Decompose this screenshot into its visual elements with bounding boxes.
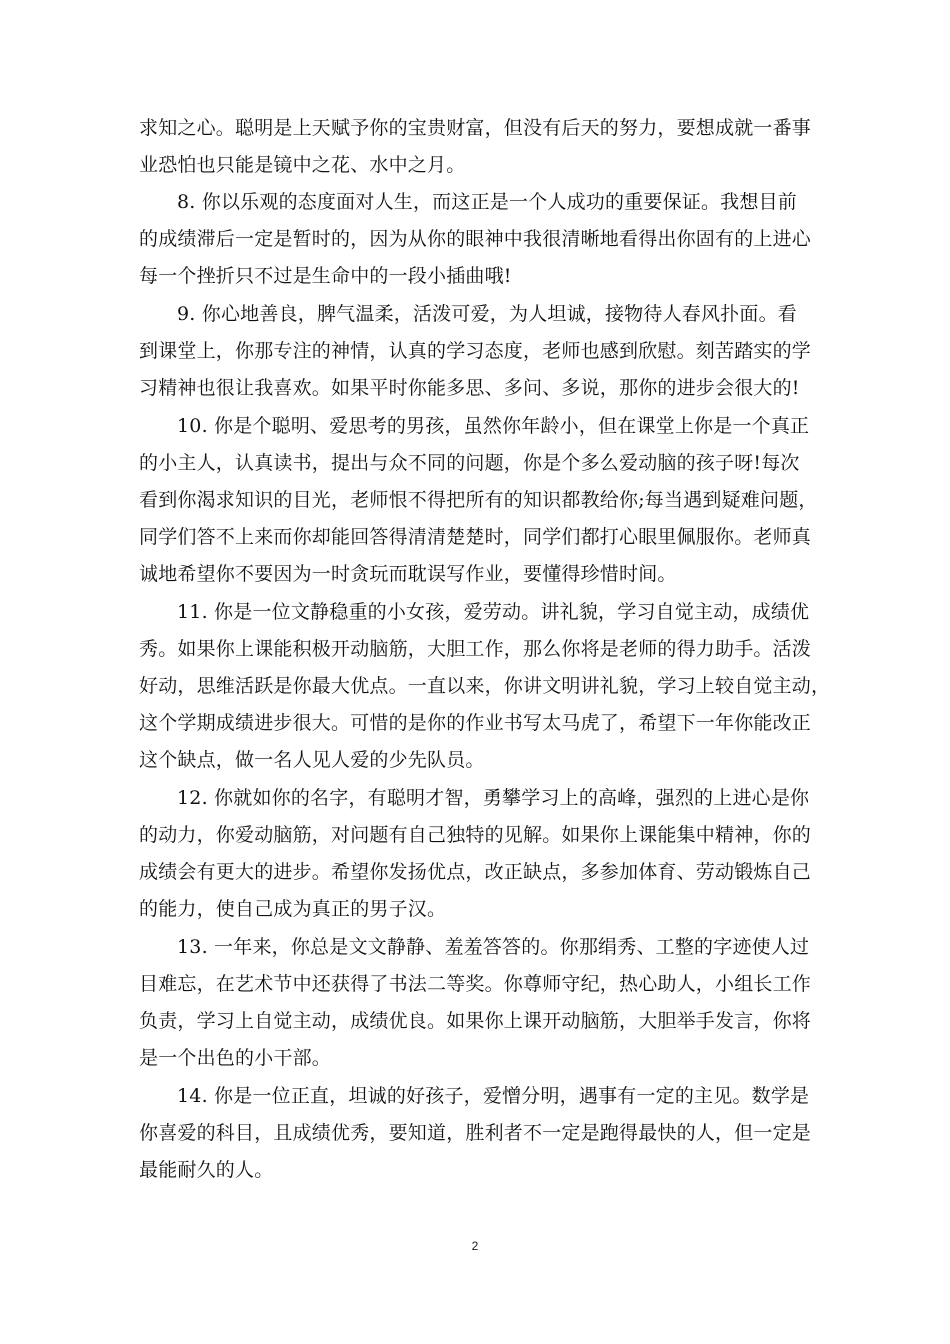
- text-line: 看到你渴求知识的目光，老师恨不得把所有的知识都教给你;每当遇到疑难问题，: [139, 489, 818, 511]
- paragraph-14-line: 14. 你是一位正直，坦诚的好孩子，爱憎分明，遇事有一定的主见。数学是: [177, 1085, 810, 1107]
- text-line: 业恐怕也只能是镜中之花、水中之月。: [139, 154, 466, 176]
- paragraph-13-line: 13. 一年来，你总是文文静静、羞羞答答的。你那绢秀、工整的字迹使人过: [177, 936, 810, 958]
- text-line: 习精神也很让我喜欢。如果平时你能多思、多问、多说，那你的进步会很大的!: [139, 377, 800, 399]
- text-line: 成绩会有更大的进步。希望你发扬优点，改正缺点，多参加体育、劳动锻炼自己: [139, 861, 812, 883]
- text-line: 到课堂上，你那专注的神情，认真的学习态度，老师也感到欣慰。刻苦踏实的学: [139, 340, 812, 362]
- text-line: 是一个出色的小干部。: [139, 1047, 332, 1069]
- text-line: 目难忘，在艺术节中还获得了书法二等奖。你尊师守纪，热心助人，小组长工作: [139, 973, 812, 995]
- text-line: 的成绩滞后一定是暂时的，因为从你的眼神中我很清晰地看得出你固有的上进心: [139, 228, 812, 250]
- paragraph-8-line: 8. 你以乐观的态度面对人生，而这正是一个人成功的重要保证。我想目前: [177, 191, 797, 213]
- text-line: 最能耐久的人。: [139, 1159, 274, 1181]
- paragraph-11-line: 11. 你是一位文静稳重的小女孩，爱劳动。讲礼貌，学习自觉主动，成绩优: [177, 601, 810, 623]
- text-line: 每一个挫折只不过是生命中的一段小插曲哦!: [139, 265, 512, 287]
- text-line: 你喜爱的科目，且成绩优秀，要知道，胜利者不一定是跑得最快的人，但一定是: [139, 1122, 812, 1144]
- paragraph-9-line: 9. 你心地善良，脾气温柔，活泼可爱，为人坦诚，接物待人春风扑面。看: [177, 303, 797, 325]
- text-line: 求知之心。聪明是上天赋予你的宝贵财富，但没有后天的努力，要想成就一番事: [139, 117, 812, 139]
- text-line: 这个缺点，做一名人见人爱的少先队员。: [139, 749, 485, 771]
- text-line: 的小主人，认真读书，提出与众不同的问题，你是个多么爱动脑的孩子呀!每次: [139, 452, 800, 474]
- text-line: 同学们答不上来而你却能回答得清清楚楚时，同学们都打心眼里佩服你。老师真: [139, 526, 812, 548]
- text-line: 负责，学习上自觉主动，成绩优良。如果你上课开动脑筋，大胆举手发言，你将: [139, 1010, 812, 1032]
- paragraph-12-line: 12. 你就如你的名字，有聪明才智，勇攀学习上的高峰，强烈的上进心是你: [177, 787, 810, 809]
- page-number: 2: [471, 1239, 479, 1253]
- paragraph-10-line: 10. 你是个聪明、爱思考的男孩，虽然你年龄小，但在课堂上你是一个真正: [177, 415, 810, 437]
- text-line: 的动力，你爱动脑筋，对问题有自己独特的见解。如果你上课能集中精神，你的: [139, 824, 812, 846]
- text-line: 的能力，使自己成为真正的男子汉。: [139, 898, 447, 920]
- text-line: 这个学期成绩进步很大。可惜的是你的作业书写太马虎了，希望下一年你能改正: [139, 712, 812, 734]
- text-line: 诚地希望你不要因为一时贪玩而耽误写作业，要懂得珍惜时间。: [139, 563, 677, 585]
- text-line: 好动，思维活跃是你最大优点。一直以来，你讲文明讲礼貌，学习上较自觉主动，: [139, 675, 831, 697]
- text-line: 秀。如果你上课能积极开动脑筋，大胆工作，那么你将是老师的得力助手。活泼: [139, 638, 812, 660]
